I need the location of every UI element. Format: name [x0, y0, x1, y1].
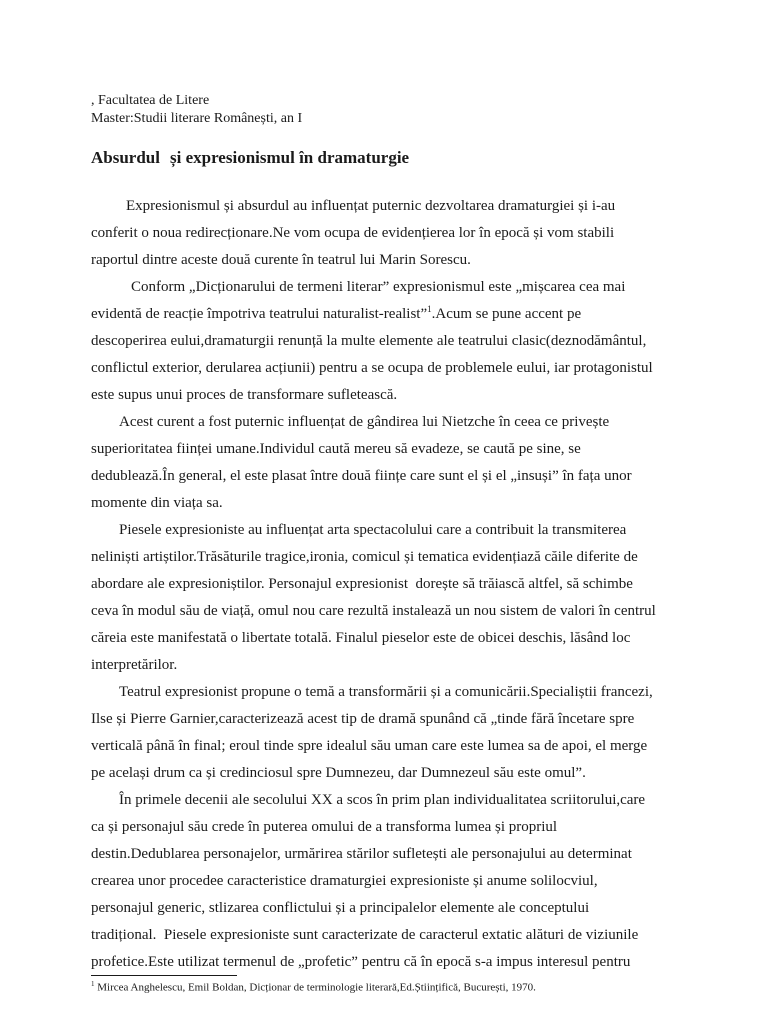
body-line: [91, 355, 657, 382]
body-text: destin.Dedublarea personajelor, urmărirea stărilor sufletești ale personajului au determinat: [91, 846, 632, 862]
body-line: [91, 436, 657, 463]
body-text: În primele decenii ale secolului XX a scos în prim plan individualitatea scriitorului,care: [119, 792, 646, 808]
body-line: [91, 679, 657, 706]
body-line: [91, 571, 657, 598]
title-part-1: Absurdul: [91, 148, 160, 167]
footnote-marker: 1: [91, 980, 95, 988]
body-line: [91, 760, 657, 787]
body-text: verticală până în final; eroul tinde spre idealul său uman care este lumea sa de apoi, el merge: [91, 738, 648, 754]
body-line: [91, 652, 657, 679]
document-body: [91, 193, 657, 976]
body-text: este supus unui proces de transformare sufletească.: [91, 387, 398, 403]
document-header: [91, 92, 302, 128]
body-text: Acest curent a fost puternic influențat de gândirea lui Nietzche în ceea ce privește: [119, 414, 610, 430]
body-text: conflictul exterior, derularea acțiunii) pentru a se ocupa de problemele eului, iar protagonistul: [91, 360, 653, 376]
document-title: [91, 148, 409, 168]
body-text: pe același drum ca și credinciosul spre Dumnezeu, dar Dumnezeul său este omul”.: [91, 765, 586, 781]
body-line: [91, 301, 657, 328]
body-line: [91, 733, 657, 760]
body-text: tradițional. Piesele expresioniste sunt caracterizate de caracterul extatic alături de viziunile: [91, 927, 639, 943]
body-line: [91, 517, 657, 544]
body-line: [91, 598, 657, 625]
body-text: căreia este manifestată o libertate totală. Finalul pieselor este de obicei deschis, lăsând loc: [91, 630, 631, 646]
body-text-with-footnote: [91, 301, 581, 328]
body-text: dedublează.În general, el este plasat între două ființe care sunt el și el „insuși” în fața unor: [91, 468, 632, 484]
body-text: Piesele expresioniste au influențat arta spectacolului care a contribuit la transmiterea: [119, 522, 627, 538]
body-line: [91, 382, 657, 409]
body-line: [91, 922, 657, 949]
footnote-separator: [91, 975, 237, 976]
footnote-reference[interactable]: 1: [427, 304, 432, 314]
body-text: descoperirea eului,dramaturgii renunță la multe elemente ale teatrului clasic(deznodământul,: [91, 333, 647, 349]
body-line: [91, 328, 657, 355]
body-line: [91, 247, 657, 274]
body-line: [91, 895, 657, 922]
body-line: [91, 490, 657, 517]
title-part-2: și expresionismul în dramaturgie: [169, 148, 410, 167]
body-text: Ilse și Pierre Garnier,caracterizează acest tip de dramă spunând că „tinde fără încetare spre: [91, 711, 635, 727]
body-text: personajul generic, stlizarea conflictului și a principalelor elemente ale conceptului: [91, 900, 590, 916]
body-line: [91, 787, 657, 814]
body-text: ca și personajul său crede în puterea omului de a transforma lumea și propriul: [91, 819, 558, 835]
body-text: Teatrul expresionist propune o temă a transformării și a comunicării.Specialiștii francezi,: [119, 684, 653, 700]
body-text: crearea unor procedee caracteristice dramaturgiei expresioniste și anume solilocviul,: [91, 873, 598, 889]
body-line: [91, 814, 657, 841]
body-line: [91, 220, 657, 247]
body-line: [91, 193, 657, 220]
body-line: [91, 463, 657, 490]
body-text: Conform „Dicționarului de termeni literar” expresionismul este „mișcarea cea mai: [131, 279, 626, 295]
body-text: Expresionismul și absurdul au influențat puternic dezvoltarea dramaturgiei și i-au: [126, 198, 616, 214]
footnote-text: Mircea Anghelescu, Emil Boldan, Dicționar de terminologie literară,Ed.Științifică, București, 1970.: [94, 981, 536, 994]
body-text: ceva în modul său de viață, omul nou care rezultă instalează un nou sistem de valori în centrul: [91, 603, 656, 619]
body-text: profetice.Este utilizat termenul de „profetic” pentru că în epocă s-a impus interesul pentru: [91, 954, 631, 970]
body-line: [91, 949, 657, 976]
body-line: [91, 841, 657, 868]
body-text: neliniști artiștilor.Trăsăturile tragice,ironia, comicul și tematica evidențiază căile diferite de: [91, 549, 638, 565]
body-line: [91, 868, 657, 895]
body-line: [91, 409, 657, 436]
body-text: momente din viața sa.: [91, 495, 223, 511]
body-text: evidentă de reacție împotriva teatrului naturalist-realist”: [91, 306, 428, 322]
body-text: conferit o noua redirecționare.Ne vom ocupa de evidențierea lor în epocă și vom stabili: [91, 225, 615, 241]
faculty-line: , Facultatea de Litere: [91, 93, 210, 108]
body-line: [91, 274, 657, 301]
body-text: raportul dintre aceste două curente în teatrul lui Marin Sorescu.: [91, 252, 471, 268]
body-text: abordare ale expresioniștilor. Personajul expresionist dorește să trăiască altfel, să schimbe: [91, 576, 633, 592]
body-text: .Acum se pune accent pe: [431, 306, 582, 322]
footnote: [91, 980, 536, 994]
master-program-line: Master:Studii literare Românești, an I: [91, 111, 303, 126]
body-text: interpretărilor.: [91, 657, 178, 673]
body-line: [91, 625, 657, 652]
body-line: [91, 706, 657, 733]
body-line: [91, 544, 657, 571]
body-text: superioritatea ființei umane.Individul caută mereu să evadeze, se caută pe sine, se: [91, 441, 581, 457]
